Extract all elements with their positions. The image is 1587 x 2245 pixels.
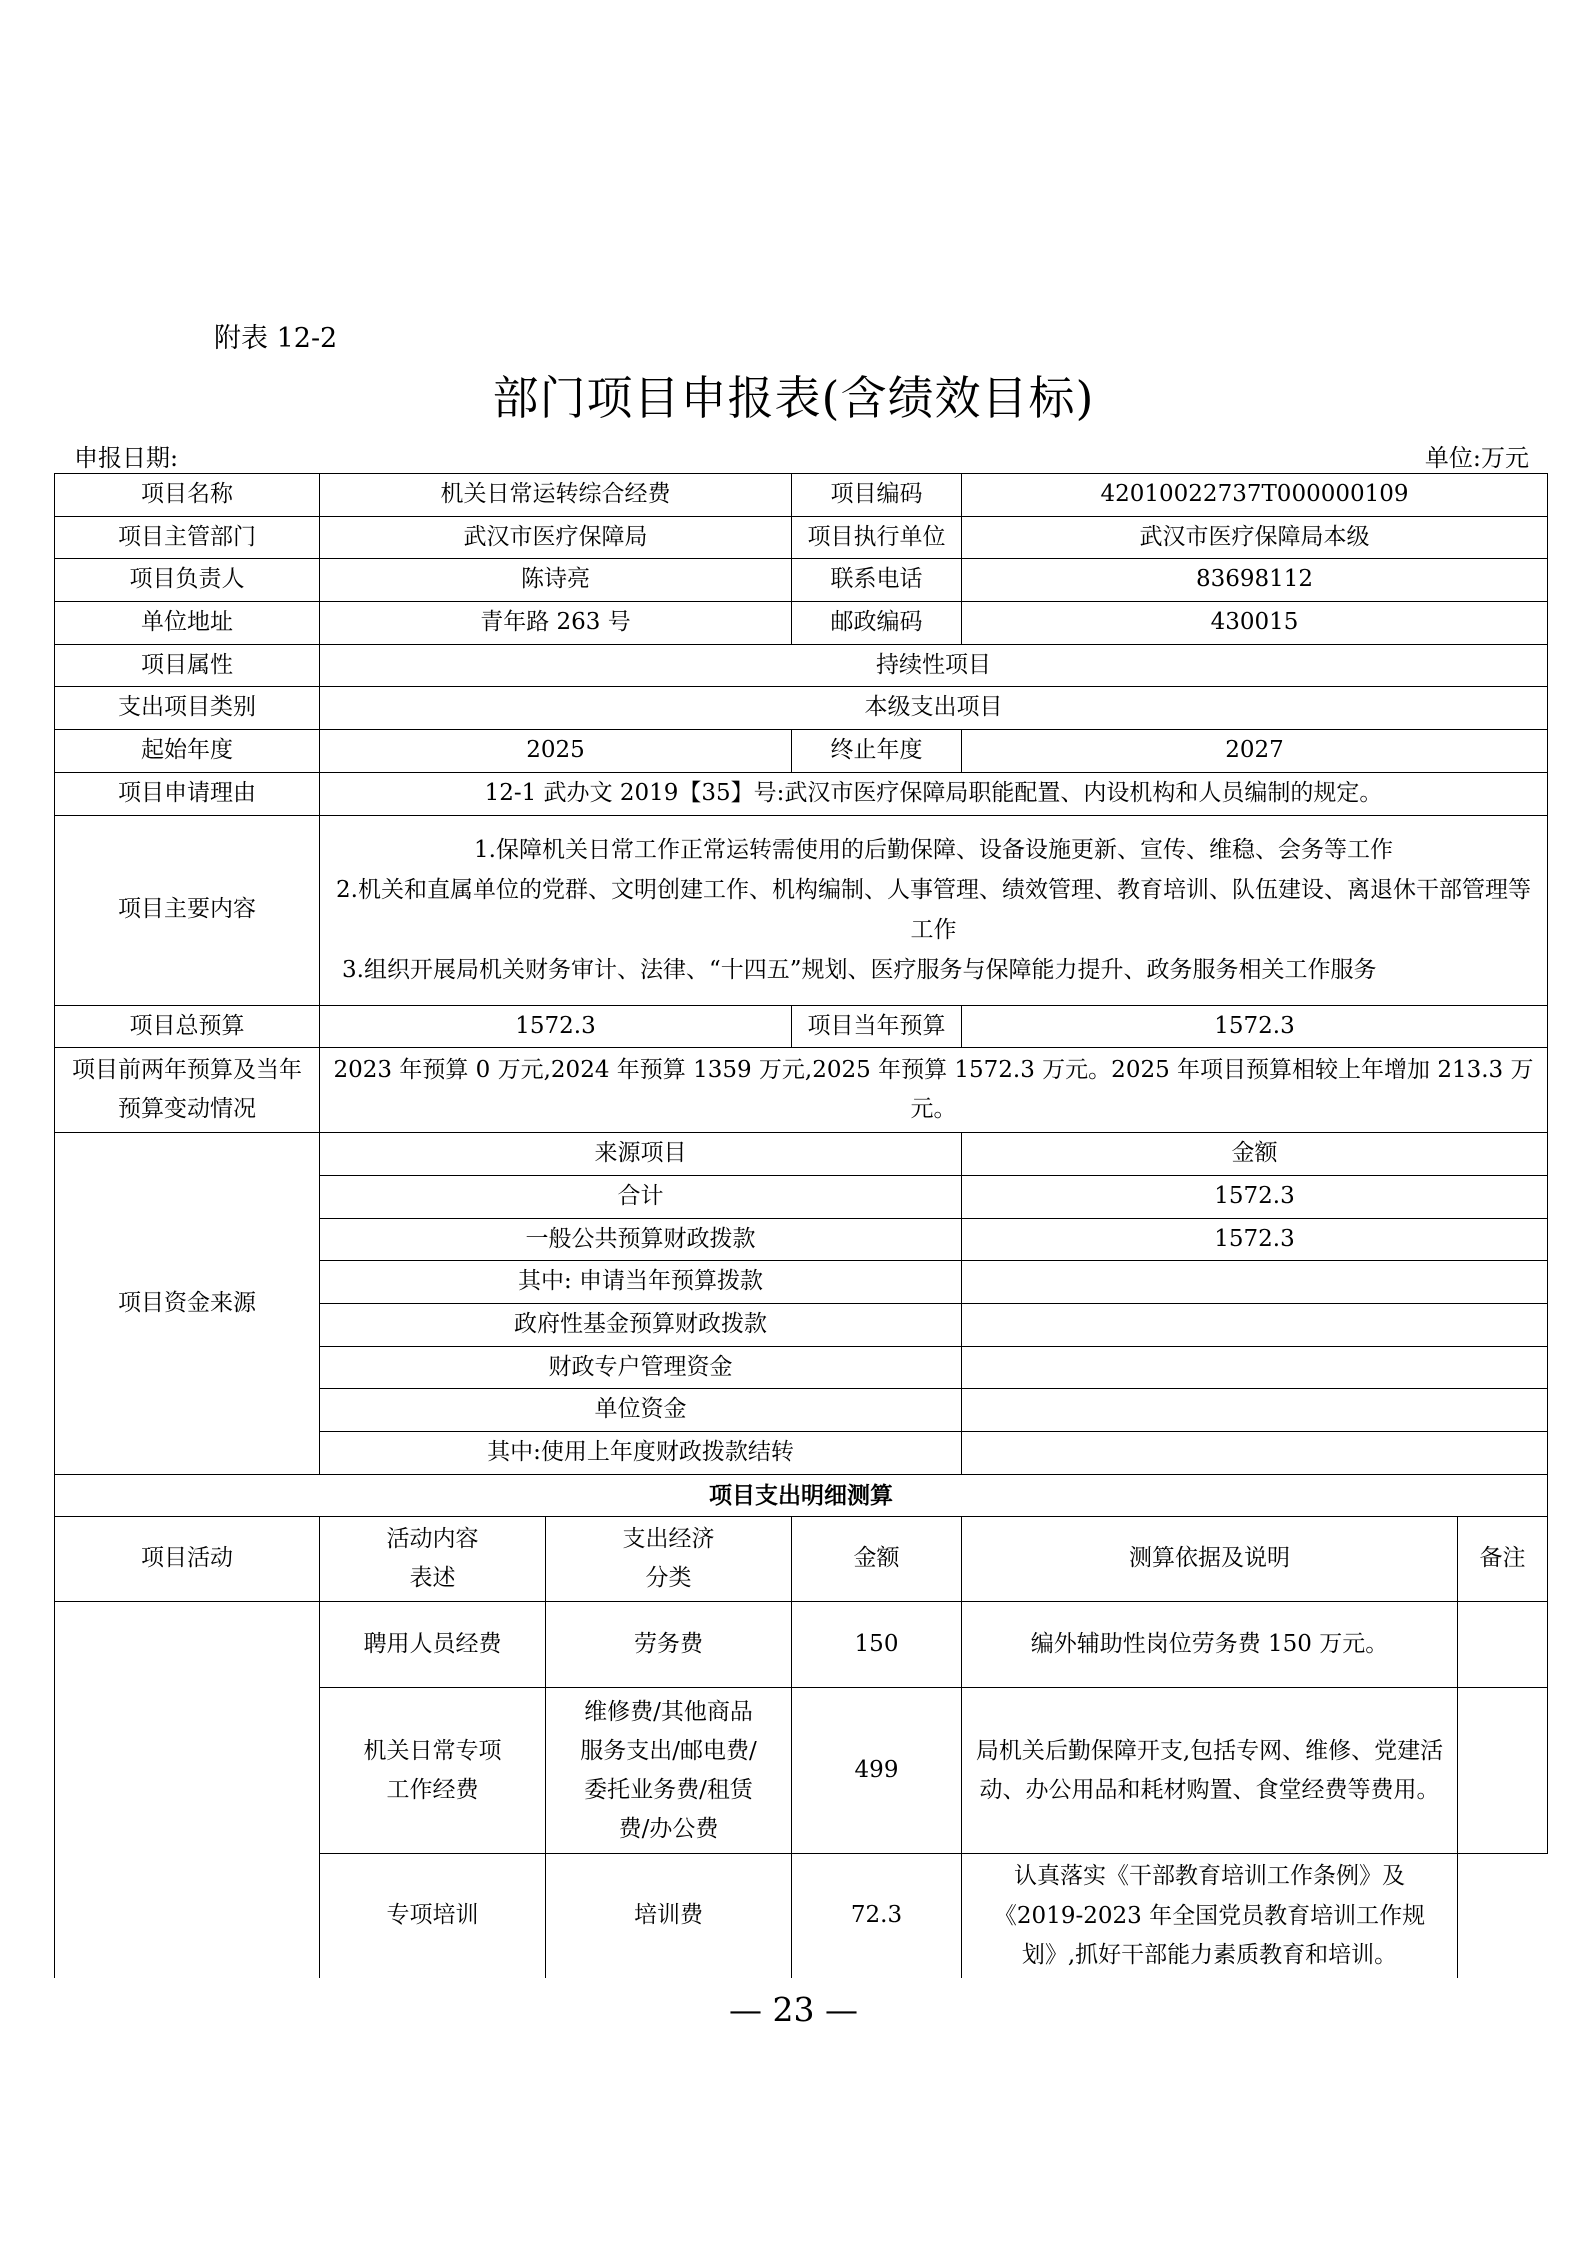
phone-label: 联系电话 <box>792 559 962 602</box>
row-main-content <box>55 815 1548 1005</box>
total-budget-value: 1572.3 <box>320 1005 792 1048</box>
col-basis-header: 测算依据及说明 <box>962 1517 1458 1602</box>
project-name-label: 项目名称 <box>55 474 320 517</box>
col-desc-header <box>320 1517 546 1602</box>
end-year-value: 2027 <box>962 730 1548 773</box>
detail-class: 劳务费 <box>546 1602 792 1688</box>
activity-cell <box>55 1602 320 1978</box>
funding-header-source: 来源项目 <box>320 1133 962 1176</box>
funding-source: 政府性基金预算财政拨款 <box>320 1303 962 1346</box>
funding-source: 其中: 申请当年预算拨款 <box>320 1261 962 1304</box>
category-value: 本级支出项目 <box>320 687 1548 730</box>
funding-source: 单位资金 <box>320 1389 962 1432</box>
postcode-label: 邮政编码 <box>792 602 962 645</box>
funding-amount <box>962 1346 1548 1389</box>
project-name-value: 机关日常运转综合经费 <box>320 474 792 517</box>
project-code-value: 42010022737T000000109 <box>962 474 1548 517</box>
col-note-header: 备注 <box>1458 1517 1548 1602</box>
attribute-value: 持续性项目 <box>320 644 1548 687</box>
detail-amount: 499 <box>792 1688 962 1854</box>
funding-header-row <box>55 1133 1548 1176</box>
budget-change-label: 项目前两年预算及当年预算变动情况 <box>55 1048 320 1133</box>
col-class-header-text: 支出经济分类 <box>622 1526 715 1592</box>
row-attribute <box>55 644 1548 687</box>
detail-class <box>546 1688 792 1854</box>
funding-amount: 1572.3 <box>962 1218 1548 1261</box>
row-address-postcode <box>55 602 1548 645</box>
funding-header-amount: 金额 <box>962 1133 1548 1176</box>
exec-unit-label: 项目执行单位 <box>792 516 962 559</box>
address-value: 青年路 263 号 <box>320 602 792 645</box>
detail-desc: 聘用人员经费 <box>320 1602 546 1688</box>
detail-desc <box>320 1688 546 1854</box>
leader-value: 陈诗亮 <box>320 559 792 602</box>
category-label: 支出项目类别 <box>55 687 320 730</box>
funding-source: 财政专户管理资金 <box>320 1346 962 1389</box>
page-number: — 23 — <box>729 1990 858 2029</box>
row-reason <box>55 772 1548 815</box>
project-form-main <box>54 473 1548 1978</box>
start-year-value: 2025 <box>320 730 792 773</box>
attribute-label: 项目属性 <box>55 644 320 687</box>
project-code-label: 项目编码 <box>792 474 962 517</box>
total-budget-label: 项目总预算 <box>55 1005 320 1048</box>
funding-amount <box>962 1389 1548 1432</box>
content-item-3: 3.组织开展局机关财务审计、法律、“十四五”规划、医疗服务与保障能力提升、政务服务相关工作服务 <box>342 957 1377 984</box>
row-budget-change <box>55 1048 1548 1133</box>
year-budget-label: 项目当年预算 <box>792 1005 962 1048</box>
funding-source: 合计 <box>320 1175 962 1218</box>
row-name-code <box>55 474 1548 517</box>
budget-change-value: 2023 年预算 0 万元,2024 年预算 1359 万元,2025 年预算 1572.3 万元。2025 年项目预算相较上年增加 213.3 万元。 <box>320 1048 1548 1133</box>
funding-source-label: 项目资金来源 <box>55 1133 320 1475</box>
funding-amount <box>962 1432 1548 1475</box>
annex-label: 附表 12-2 <box>214 323 338 354</box>
detail-note <box>1458 1602 1548 1688</box>
detail-desc-text: 机关日常专项工作经费 <box>363 1737 502 1803</box>
detail-desc: 专项培训 <box>320 1854 546 1978</box>
detail-header-row <box>55 1517 1548 1602</box>
unit-label: 单位:万元 <box>1424 444 1529 472</box>
detail-basis-text: 局机关后勤保障开支,包括专网、维修、党建活动、办公用品和耗材购置、食堂经费等费用。 <box>975 1737 1444 1803</box>
detail-basis <box>962 1688 1458 1854</box>
funding-amount <box>962 1303 1548 1346</box>
report-date-label: 申报日期: <box>74 444 179 472</box>
funding-amount <box>962 1261 1548 1304</box>
main-content-label: 项目主要内容 <box>55 815 320 1005</box>
funding-amount: 1572.3 <box>962 1175 1548 1218</box>
address-label: 单位地址 <box>55 602 320 645</box>
detail-basis <box>962 1854 1458 1978</box>
end-year-label: 终止年度 <box>792 730 962 773</box>
detail-note <box>1458 1854 1548 1978</box>
content-item-1: 1.保障机关日常工作正常运转需使用的后勤保障、设备设施更新、宣传、维稳、会务等工作 <box>474 836 1393 863</box>
detail-amount: 150 <box>792 1602 962 1688</box>
col-desc-header-text: 活动内容表述 <box>386 1526 479 1592</box>
detail-section-title: 项目支出明细测算 <box>55 1474 1548 1517</box>
main-content-value <box>320 815 1548 1005</box>
funding-source: 其中:使用上年度财政拨款结转 <box>320 1432 962 1475</box>
detail-row <box>55 1602 1548 1688</box>
col-class-header <box>546 1517 792 1602</box>
row-leader-phone <box>55 559 1548 602</box>
detail-basis-text: 认真落实《干部教育培训工作条例》及《2019-2023 年全国党员教育培训工作规划》,抓好干部能力素质教育和培训。 <box>993 1863 1426 1968</box>
page-title: 部门项目申报表(含绩效目标) <box>492 371 1095 425</box>
detail-class-text: 维修费/其他商品服务支出/邮电费/委托业务费/租赁费/办公费 <box>580 1698 757 1842</box>
reason-value: 12-1 武办文 2019【35】号:武汉市医疗保障局职能配置、内设机构和人员编制的规定。 <box>320 772 1548 815</box>
dept-value: 武汉市医疗保障局 <box>320 516 792 559</box>
content-item-2: 2.机关和直属单位的党群、文明创建工作、机构编制、人事管理、绩效管理、教育培训、队伍建设、离退休干部管理等工作 <box>336 876 1531 943</box>
dept-label: 项目主管部门 <box>55 516 320 559</box>
detail-note <box>1458 1688 1548 1854</box>
year-budget-value: 1572.3 <box>962 1005 1548 1048</box>
detail-amount: 72.3 <box>792 1854 962 1978</box>
row-category <box>55 687 1548 730</box>
col-amount-header: 金额 <box>792 1517 962 1602</box>
phone-value: 83698112 <box>962 559 1548 602</box>
row-years <box>55 730 1548 773</box>
postcode-value: 430015 <box>962 602 1548 645</box>
col-activity-header: 项目活动 <box>55 1517 320 1602</box>
start-year-label: 起始年度 <box>55 730 320 773</box>
exec-unit-value: 武汉市医疗保障局本级 <box>962 516 1548 559</box>
detail-class: 培训费 <box>546 1854 792 1978</box>
detail-basis: 编外辅助性岗位劳务费 150 万元。 <box>962 1602 1458 1688</box>
row-budget <box>55 1005 1548 1048</box>
row-dept-exec <box>55 516 1548 559</box>
detail-section-row <box>55 1474 1548 1517</box>
reason-label: 项目申请理由 <box>55 772 320 815</box>
leader-label: 项目负责人 <box>55 559 320 602</box>
funding-source: 一般公共预算财政拨款 <box>320 1218 962 1261</box>
